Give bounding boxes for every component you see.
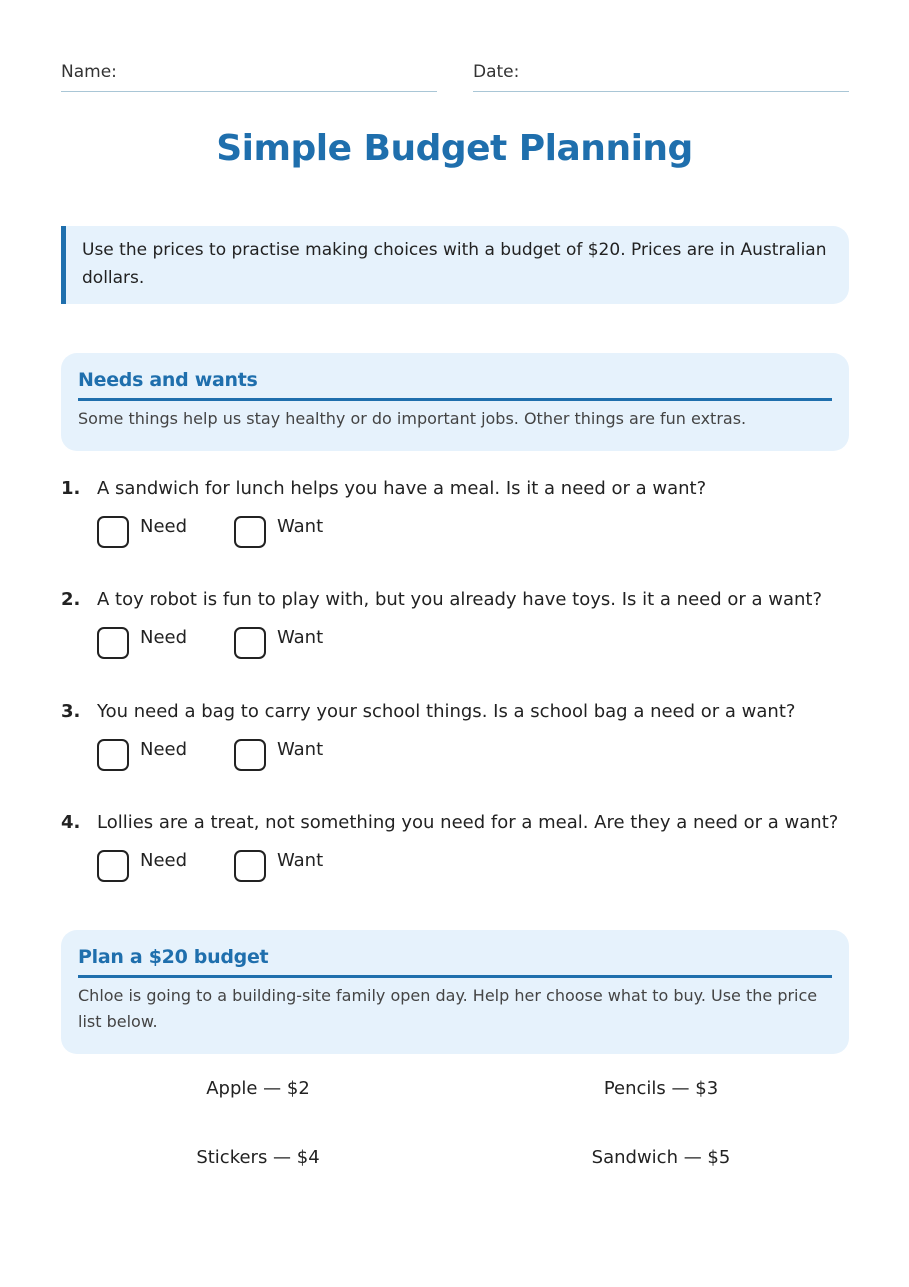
need-option[interactable] [97, 739, 187, 771]
price-item: Apple — $2 [206, 1078, 310, 1099]
section-heading: Plan a $20 budget [78, 946, 832, 978]
needs-wants-section [61, 353, 849, 451]
need-checkbox[interactable] [97, 739, 129, 771]
question-prompt: A toy robot is fun to play with, but you already have toys. Is it a need or a want? [97, 589, 823, 610]
question-prompt: You need a bag to carry your school things. Is a school bag a need or a want? [97, 701, 796, 722]
date-label: Date: [473, 62, 520, 82]
question-number: 2. [61, 589, 81, 610]
answer-options [61, 627, 861, 667]
question-item [61, 586, 861, 667]
question-prompt: A sandwich for lunch helps you have a meal. Is it a need or a want? [97, 478, 707, 499]
need-option[interactable] [97, 516, 187, 548]
date-field[interactable] [473, 60, 849, 92]
need-label: Need [140, 850, 188, 871]
need-checkbox[interactable] [97, 850, 129, 882]
answer-options [61, 739, 861, 779]
page-title: Simple Budget Planning [216, 128, 693, 169]
name-label: Name: [61, 62, 117, 82]
need-label: Need [140, 516, 188, 537]
want-checkbox[interactable] [234, 627, 266, 659]
need-label: Need [140, 739, 188, 760]
need-label: Need [140, 627, 188, 648]
want-option[interactable] [234, 516, 323, 548]
question-number: 1. [61, 478, 81, 499]
need-option[interactable] [97, 850, 187, 882]
price-item: Stickers — $4 [196, 1147, 320, 1168]
question-text [61, 698, 861, 726]
price-item: Pencils — $3 [603, 1078, 719, 1099]
want-checkbox[interactable] [234, 516, 266, 548]
want-checkbox[interactable] [234, 850, 266, 882]
question-item [61, 809, 861, 890]
want-label: Want [277, 739, 324, 760]
want-option[interactable] [234, 627, 323, 659]
want-option[interactable] [234, 739, 323, 771]
section-description: Some things help us stay healthy or do important jobs. Other things are fun extras. [78, 409, 747, 428]
want-label: Want [277, 516, 324, 537]
question-text [61, 809, 861, 837]
answer-options [61, 516, 861, 556]
want-label: Want [277, 850, 324, 871]
want-option[interactable] [234, 850, 323, 882]
section-description: Chloe is going to a building-site family open day. Help her choose what to buy. Use the price list below. [78, 986, 818, 1031]
question-prompt: Lollies are a treat, not something you need for a meal. Are they a need or a want? [97, 812, 839, 833]
question-number: 4. [61, 812, 81, 833]
need-checkbox[interactable] [97, 516, 129, 548]
intro-callout: Use the prices to practise making choices with a budget of $20. Prices are in Australian dollars. [61, 226, 849, 304]
need-checkbox[interactable] [97, 627, 129, 659]
question-text [61, 475, 861, 503]
want-checkbox[interactable] [234, 739, 266, 771]
price-item: Sandwich — $5 [591, 1147, 731, 1168]
name-field[interactable] [61, 60, 437, 92]
question-number: 3. [61, 701, 81, 722]
name-date-header [61, 60, 849, 92]
question-item [61, 698, 861, 779]
answer-options [61, 850, 861, 890]
question-text [61, 586, 861, 614]
section-heading: Needs and wants [78, 369, 832, 401]
need-option[interactable] [97, 627, 187, 659]
budget-section [61, 930, 849, 1054]
want-label: Want [277, 627, 324, 648]
question-item [61, 475, 861, 556]
